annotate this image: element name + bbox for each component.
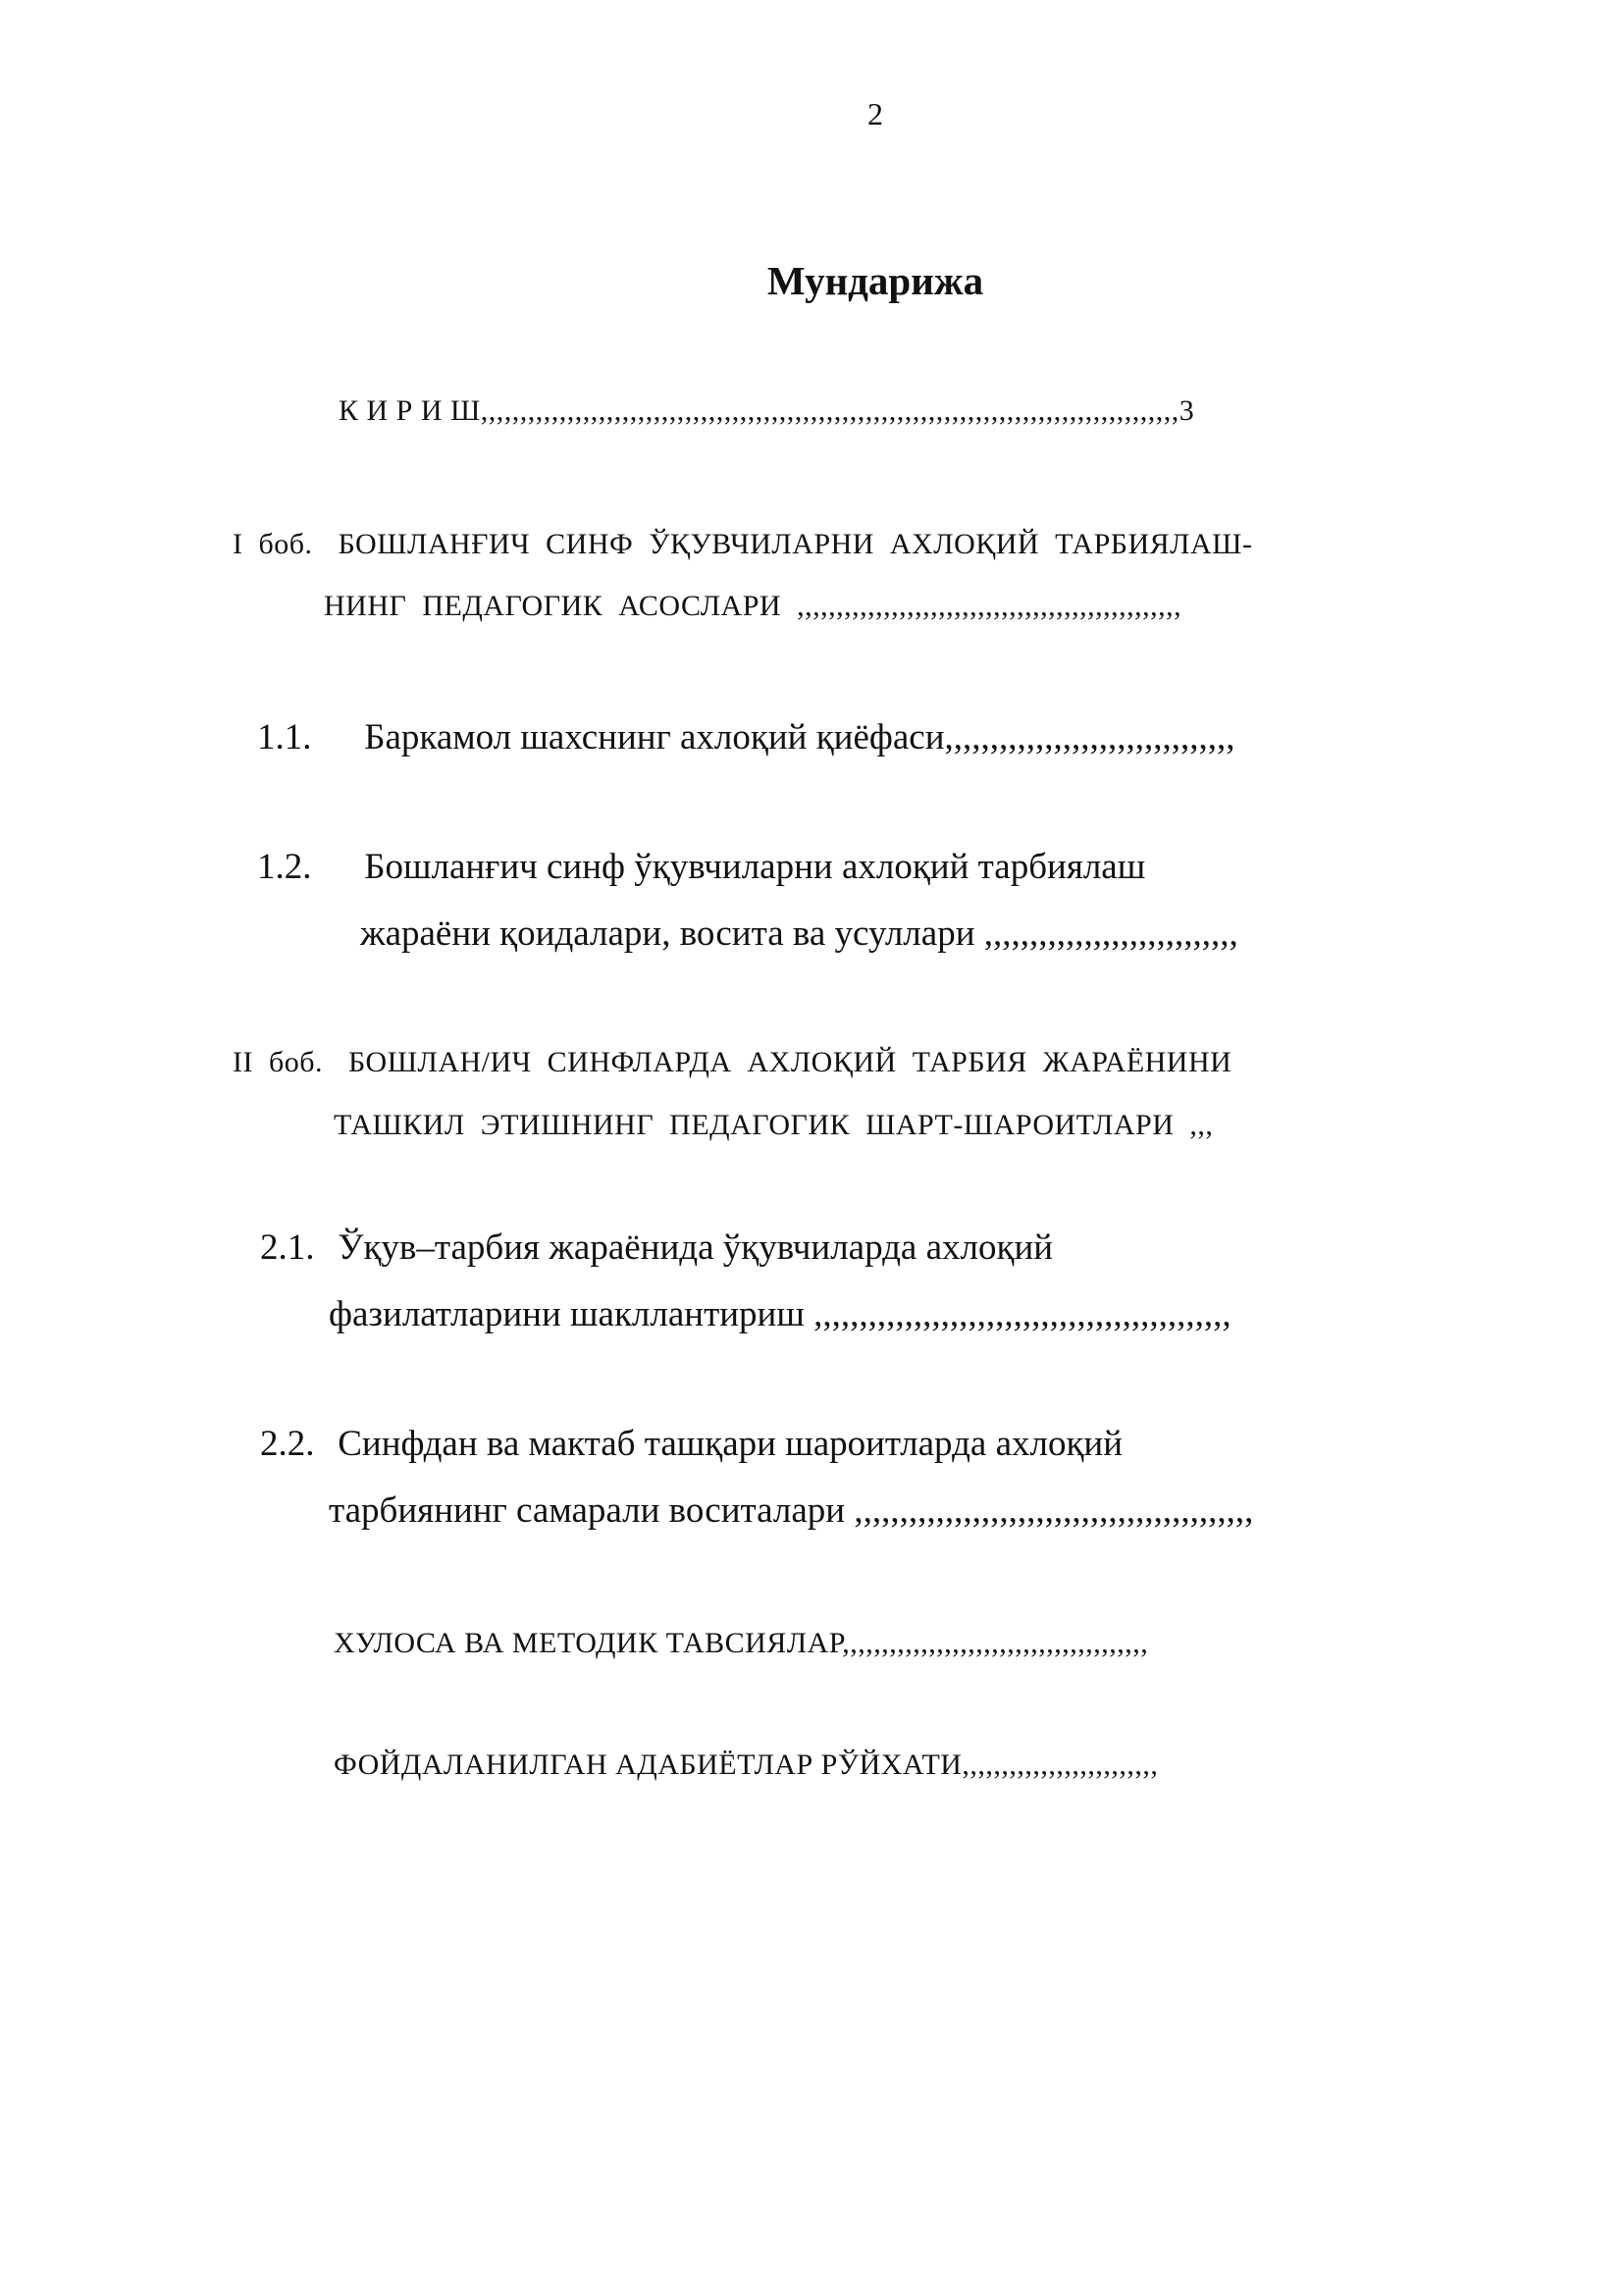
page-number: 2 [867,96,883,131]
toc-entry-conclusion [334,1627,1148,1660]
toc-section-1-2-line1 [257,846,1145,888]
toc-section-2-2-line1 [260,1423,1123,1465]
toc-chapter1-title-line1: БОШЛАНҒИЧ СИНФ ЎҚУВЧИЛАРНИ АХЛОҚИЙ ТАРБИЯЛАШ- [338,528,1253,560]
toc-section-2-1-line1 [260,1226,1053,1269]
toc-section-1-1-number: 1.1. [257,717,312,757]
toc-chapter1-line2 [324,590,1181,623]
toc-entry-intro [339,394,1194,428]
toc-section-1-2-number: 1.2. [257,847,312,887]
toc-chapter2-title-line2: ТАШКИЛ ЭТИШНИНГ ПЕДАГОГИК ШАРТ-ШАРОИТЛАРИ ,,, [334,1109,1214,1141]
page-title: Мундарижа [766,258,984,303]
toc-chapter2-line1 [233,1046,1231,1079]
toc-entry-section-1-1 [257,716,1235,758]
toc-section-2-2-number: 2.2. [260,1424,315,1464]
toc-chapter2-title-line1: БОШЛАН/ИЧ СИНФЛАРДА АХЛОҚИЙ ТАРБИЯ ЖАРАЁНИНИ [348,1046,1232,1078]
toc-section-2-2-line2 [329,1489,1253,1532]
toc-chapter2-line2 [334,1109,1213,1142]
toc-section-1-2-title-line2: жараёни қоидалари, восита ва усуллари ,,,,,,,,,,,,,,,,,,,,,,,,,,,, [360,913,1238,954]
toc-entry-bibliography [334,1748,1158,1782]
toc-section-2-1-number: 2.1. [260,1227,315,1268]
toc-chapter1-title-line2: НИНГ ПЕДАГОГИК АСОСЛАРИ ,,,,,,,,,,,,,,,,,,,,,,,,,,,,,,,,,,,,,,,,,,,,,,,,, [324,590,1182,622]
toc-section-1-2-title-line1: Бошланғич синф ўқувчиларни ахлоқий тарбиялаш [364,847,1146,887]
toc-chapter1-number: I боб. [233,528,313,560]
toc-section-2-1-title-line2: фазилатларини шакллантириш ,,,,,,,,,,,,,,,,,,,,,,,,,,,,,,,,,,,,,,,,,,,,,, [329,1294,1231,1334]
toc-chapter2-number: II боб. [233,1046,324,1078]
toc-section-2-1-title-line1: Ўқув–тарбия жараёнида ўқувчиларда ахлоқий [338,1227,1054,1268]
toc-chapter1-line1 [233,528,1252,561]
toc-section-2-2-title-line1: Синфдан ва мактаб ташқари шароитларда ахлоқий [338,1424,1124,1464]
toc-section-1-1-title: Баркамол шахснинг ахлоқий қиёфаси,,,,,,,,,,,,,,,,,,,,,,,,,,,,,,,, [364,717,1235,757]
toc-bibliography-text: ФОЙДАЛАНИЛГАН АДАБИЁТЛАР РЎЙХАТИ,,,,,,,,,,,,,,,,,,,,,,,,, [334,1748,1159,1781]
toc-intro-text: К И Р И Ш,,,,,,,,,,,,,,,,,,,,,,,,,,,,,,,,,,,,,,,,,,,,,,,,,,,,,,,,,,,,,,,,,,,,,,,,,,,,,,,,,,,,,,,,,3 [339,394,1195,427]
toc-conclusion-text: ХУЛОСА ВА МЕТОДИК ТАВСИЯЛАР,,,,,,,,,,,,,,,,,,,,,,,,,,,,,,,,,,,,,,, [334,1627,1149,1659]
toc-section-2-1-line2 [329,1293,1231,1335]
toc-section-2-2-title-line2: тарбиянинг самарали воситалари ,,,,,,,,,,,,,,,,,,,,,,,,,,,,,,,,,,,,,,,,,,,, [329,1490,1254,1531]
toc-section-1-2-line2 [360,913,1238,955]
